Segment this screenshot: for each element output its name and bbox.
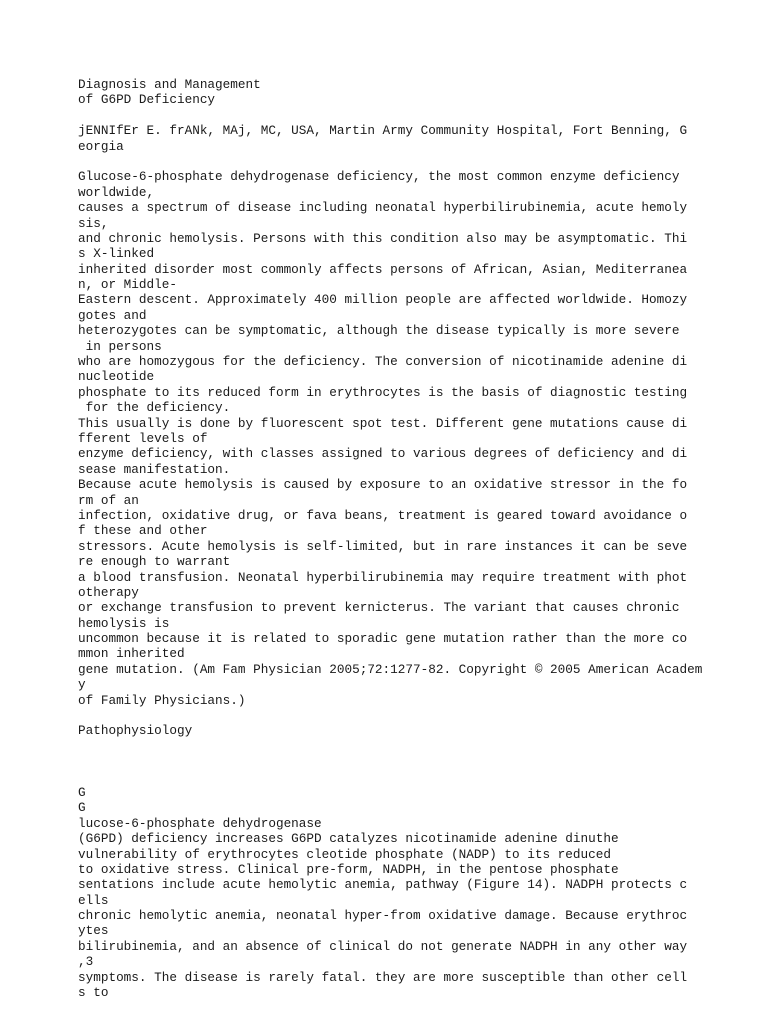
document-line: hemolysis is [78,615,170,631]
document-line: s to [78,985,109,1001]
document-line: in persons [78,338,162,354]
document-line: chronic hemolytic anemia, neonatal hyper-from oxidative damage. Because erythroc [78,908,688,924]
document-line: This usually is done by fluorescent spot test. Different gene mutations cause di [78,415,688,431]
document-line: sis, [78,215,109,231]
document-line [78,708,758,723]
document-line: ,3 [78,954,94,970]
document-line: G [78,800,86,816]
document-line: symptoms. The disease is rarely fatal. they are more susceptible than other cell [78,969,688,985]
document-line: Because acute hemolysis is caused by exposure to an oxidative stressor in the fo [78,477,688,493]
document-line: ells [78,892,109,908]
document-line: eorgia [78,138,124,154]
document-line: otherapy [78,584,139,600]
document-line: gotes and [78,307,147,323]
document-line: infection, oxidative drug, or fava beans, treatment is geared toward avoidance o [78,507,688,523]
document-line [78,154,758,169]
document-line: sentations include acute hemolytic anemia, pathway (Figure 14). NADPH protects c [78,877,688,893]
document-line [78,754,758,769]
document-line: lucose-6-phosphate dehydrogenase [78,815,322,831]
document-line: for the deficiency. [78,400,231,416]
document-line: mmon inherited [78,646,185,662]
document-line: s X-linked [78,246,155,262]
document-line: (G6PD) deficiency increases G6PD catalyzes nicotinamide adenine dinuthe [78,831,619,847]
document-line: Pathophysiology [78,723,193,739]
document-line [78,108,758,123]
document-line: G [78,784,86,800]
document-line: inherited disorder most commonly affects persons of African, Asian, Mediterranea [78,261,688,277]
document-line: bilirubinemia, and an absence of clinical do not generate NADPH in any other way [78,938,688,954]
document-line: causes a spectrum of disease including neonatal hyperbilirubinemia, acute hemoly [78,200,688,216]
document-line [78,739,758,754]
document-text [78,77,758,1000]
document-line: stressors. Acute hemolysis is self-limited, but in rare instances it can be seve [78,538,688,554]
document-line: of Family Physicians.) [78,692,246,708]
document-line: heterozygotes can be symptomatic, although the disease typically is more severe [78,323,680,339]
document-line: nucleotide [78,369,155,385]
document-line: gene mutation. (Am Fam Physician 2005;72:1277-82. Copyright © 2005 American Academ [78,661,703,677]
document-line: Glucose-6-phosphate dehydrogenase deficiency, the most common enzyme deficiency [78,169,680,185]
document-line: who are homozygous for the deficiency. The conversion of nicotinamide adenine di [78,354,688,370]
document-line: phosphate to its reduced form in erythrocytes is the basis of diagnostic testing [78,384,688,400]
document-line: enzyme deficiency, with classes assigned to various degrees of deficiency and di [78,446,688,462]
document-line: y [78,677,86,693]
document-line: re enough to warrant [78,554,231,570]
document-line [78,770,758,785]
document-line: sease manifestation. [78,461,231,477]
document-line: Eastern descent. Approximately 400 million people are affected worldwide. Homozy [78,292,688,308]
document-line: uncommon because it is related to sporadic gene mutation rather than the more co [78,631,688,647]
document-line: worldwide, [78,184,155,200]
document-line: f these and other [78,523,208,539]
document-line: to oxidative stress. Clinical pre-form, NADPH, in the pentose phosphate [78,861,619,877]
document-line: jENNIfEr E. frANk, MAj, MC, USA, Martin Army Community Hospital, Fort Benning, G [78,123,688,139]
document-line: fferent levels of [78,430,208,446]
document-line: of G6PD Deficiency [78,92,216,108]
document-line: or exchange transfusion to prevent kernicterus. The variant that causes chronic [78,600,680,616]
document-line: a blood transfusion. Neonatal hyperbilirubinemia may require treatment with phot [78,569,688,585]
document-line: vulnerability of erythrocytes cleotide phosphate (NADP) to its reduced [78,846,611,862]
document-line: Diagnosis and Management [78,77,261,92]
document-line: n, or Middle- [78,277,177,293]
document-line: ytes [78,923,109,939]
document-line: rm of an [78,492,139,508]
document-line: and chronic hemolysis. Persons with this condition also may be asymptomatic. Thi [78,230,688,246]
